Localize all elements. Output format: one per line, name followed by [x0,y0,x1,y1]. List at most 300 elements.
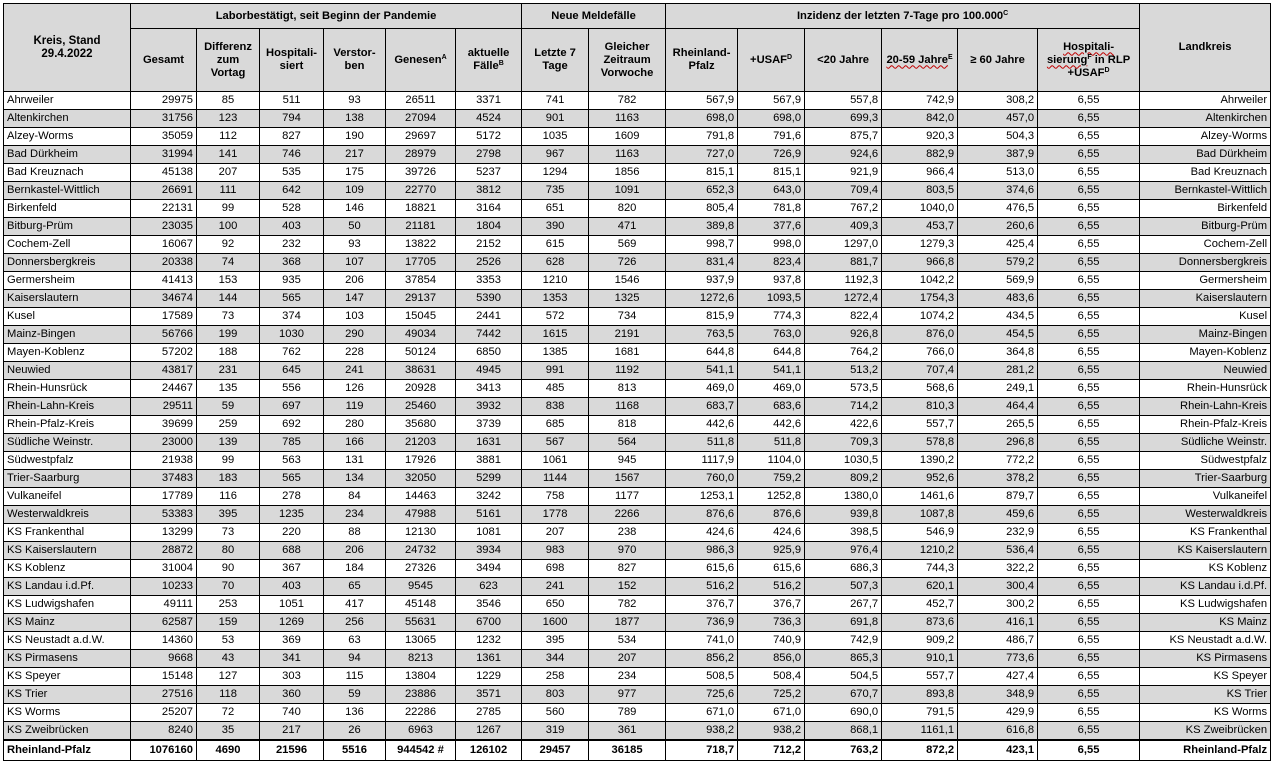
cell-j2059: 453,7 [882,218,958,236]
cell-verstorben: 109 [324,182,386,200]
cell-hosp: 6,55 [1038,92,1140,110]
cell-verstorben: 206 [324,272,386,290]
cell-usaf: 791,6 [738,128,805,146]
cell-letzte7: 567 [522,434,589,452]
cell-verstorben: 217 [324,146,386,164]
cell-usaf: 856,0 [738,650,805,668]
cell-vorwoche: 977 [589,686,666,704]
cell-aktuelle: 3242 [456,488,522,506]
cell-hosp: 6,55 [1038,650,1140,668]
cell-differenz: 135 [197,380,260,398]
cell-landkreis: Vulkaneifel [1140,488,1271,506]
cell-u20: 1380,0 [805,488,882,506]
cell-g60: 569,9 [958,272,1038,290]
table-row [4,632,1271,650]
cell-rlp: 511,8 [666,434,738,452]
cell-hospitalisiert: 688 [260,542,324,560]
cell-landkreis: KS Landau i.d.Pf. [1140,578,1271,596]
cell-vorwoche: 471 [589,218,666,236]
cell-aktuelle: 3739 [456,416,522,434]
cell-u20: 1030,5 [805,452,882,470]
cell-hospitalisiert: 1051 [260,596,324,614]
cell-hosp: 6,55 [1038,398,1140,416]
cell-rlp: 815,9 [666,308,738,326]
cell-aktuelle: 1267 [456,722,522,741]
cell-differenz: 90 [197,560,260,578]
cell-kreis: KS Mainz [4,614,131,632]
cell-rlp: 725,6 [666,686,738,704]
cell-hosp: 6,55 [1038,596,1140,614]
cell-differenz: 74 [197,254,260,272]
cell-u20: 924,6 [805,146,882,164]
cell-differenz: 53 [197,632,260,650]
total-cell-gesamt: 1076160 [131,740,197,761]
cell-kreis: Alzey-Worms [4,128,131,146]
cell-aktuelle: 3164 [456,200,522,218]
total-cell-verstorben: 5516 [324,740,386,761]
cell-genesen: 22286 [386,704,456,722]
cell-u20: 881,7 [805,254,882,272]
cell-landkreis: Rhein-Lahn-Kreis [1140,398,1271,416]
cell-kreis: Donnersbergkreis [4,254,131,272]
cell-differenz: 116 [197,488,260,506]
cell-usaf: 740,9 [738,632,805,650]
cell-vorwoche: 970 [589,542,666,560]
cell-gesamt: 39699 [131,416,197,434]
cell-j2059: 910,1 [882,650,958,668]
header-kreis: Kreis, Stand 29.4.2022 [4,4,131,92]
cell-gesamt: 45138 [131,164,197,182]
cell-aktuelle: 6850 [456,344,522,362]
cell-hospitalisiert: 785 [260,434,324,452]
cell-aktuelle: 1229 [456,668,522,686]
cell-vorwoche: 1091 [589,182,666,200]
cell-kreis: Bad Dürkheim [4,146,131,164]
cell-vorwoche: 207 [589,650,666,668]
table-row [4,488,1271,506]
cell-verstorben: 84 [324,488,386,506]
cell-hospitalisiert: 746 [260,146,324,164]
cell-u20: 865,3 [805,650,882,668]
cell-genesen: 9545 [386,578,456,596]
cell-verstorben: 63 [324,632,386,650]
cell-genesen: 25460 [386,398,456,416]
table-row [4,344,1271,362]
cell-hospitalisiert: 360 [260,686,324,704]
cell-vorwoche: 827 [589,560,666,578]
header-landkreis: Landkreis [1140,4,1271,92]
cell-letzte7: 258 [522,668,589,686]
cell-landkreis: KS Mainz [1140,614,1271,632]
cell-g60: 322,2 [958,560,1038,578]
cell-usaf: 725,2 [738,686,805,704]
cell-hosp: 6,55 [1038,182,1140,200]
total-cell-kreis: Rheinland-Pfalz [4,740,131,761]
cell-genesen: 8213 [386,650,456,668]
table-row [4,578,1271,596]
cell-landkreis: Südliche Weinstr. [1140,434,1271,452]
table-row [4,650,1271,668]
cell-kreis: Germersheim [4,272,131,290]
cell-verstorben: 88 [324,524,386,542]
cell-genesen: 38631 [386,362,456,380]
cell-u20: 822,4 [805,308,882,326]
cell-g60: 296,8 [958,434,1038,452]
cell-vorwoche: 1168 [589,398,666,416]
cell-hospitalisiert: 827 [260,128,324,146]
cell-genesen: 15045 [386,308,456,326]
cell-letzte7: 395 [522,632,589,650]
cell-verstorben: 184 [324,560,386,578]
cell-g60: 265,5 [958,416,1038,434]
cell-j2059: 620,1 [882,578,958,596]
cell-kreis: Westerwaldkreis [4,506,131,524]
cell-rlp: 741,0 [666,632,738,650]
cell-gesamt: 13299 [131,524,197,542]
cell-u20: 709,3 [805,434,882,452]
cell-aktuelle: 5390 [456,290,522,308]
cell-hosp: 6,55 [1038,380,1140,398]
cell-rlp: 1272,6 [666,290,738,308]
cell-g60: 374,6 [958,182,1038,200]
cell-differenz: 72 [197,704,260,722]
cell-landkreis: Neuwied [1140,362,1271,380]
table-row [4,326,1271,344]
cell-letzte7: 1778 [522,506,589,524]
cell-u20: 939,8 [805,506,882,524]
cell-hosp: 6,55 [1038,236,1140,254]
cell-letzte7: 650 [522,596,589,614]
total-cell-g60: 423,1 [958,740,1038,761]
cell-landkreis: Südwestpfalz [1140,452,1271,470]
cell-u20: 714,2 [805,398,882,416]
cell-verstorben: 146 [324,200,386,218]
cell-gesamt: 37483 [131,470,197,488]
cell-usaf: 508,4 [738,668,805,686]
cell-landkreis: Bad Kreuznach [1140,164,1271,182]
cell-differenz: 85 [197,92,260,110]
cell-genesen: 28979 [386,146,456,164]
cell-vorwoche: 1163 [589,110,666,128]
cell-usaf: 615,6 [738,560,805,578]
cell-g60: 429,9 [958,704,1038,722]
total-cell-rlp: 718,7 [666,740,738,761]
cell-landkreis: Germersheim [1140,272,1271,290]
cell-letzte7: 983 [522,542,589,560]
cell-gesamt: 31004 [131,560,197,578]
header-hospitalisierung: Hospitali-sierung$^F$ in RLP $+USAF^D$ [1038,29,1140,92]
table-row [4,218,1271,236]
cell-aktuelle: 1232 [456,632,522,650]
cell-aktuelle: 1631 [456,434,522,452]
cell-g60: 232,9 [958,524,1038,542]
cell-vorwoche: 782 [589,596,666,614]
cell-landkreis: Donnersbergkreis [1140,254,1271,272]
cell-genesen: 29697 [386,128,456,146]
cell-hosp: 6,55 [1038,110,1140,128]
cell-hospitalisiert: 1030 [260,326,324,344]
cell-usaf: 726,9 [738,146,805,164]
cell-differenz: 92 [197,236,260,254]
cell-g60: 459,6 [958,506,1038,524]
cell-differenz: 141 [197,146,260,164]
cell-verstorben: 107 [324,254,386,272]
table-body [4,92,1271,761]
cell-aktuelle: 2441 [456,308,522,326]
total-cell-vorwoche: 36185 [589,740,666,761]
cell-hospitalisiert: 794 [260,110,324,128]
table-row [4,164,1271,182]
cell-genesen: 22770 [386,182,456,200]
cell-aktuelle: 1081 [456,524,522,542]
cell-verstorben: 93 [324,92,386,110]
cell-hosp: 6,55 [1038,668,1140,686]
cell-gesamt: 22131 [131,200,197,218]
cell-vorwoche: 1325 [589,290,666,308]
cell-genesen: 47988 [386,506,456,524]
cell-vorwoche: 734 [589,308,666,326]
cell-kreis: Vulkaneifel [4,488,131,506]
cell-usaf: 442,6 [738,416,805,434]
cell-rlp: 615,6 [666,560,738,578]
cell-u20: 868,1 [805,722,882,741]
cell-verstorben: 175 [324,164,386,182]
cell-g60: 308,2 [958,92,1038,110]
cell-kreis: Kusel [4,308,131,326]
cell-letzte7: 698 [522,560,589,578]
cell-differenz: 43 [197,650,260,668]
cell-landkreis: Kaiserslautern [1140,290,1271,308]
table-row [4,272,1271,290]
cell-j2059: 873,6 [882,614,958,632]
cell-hosp: 6,55 [1038,488,1140,506]
header-differenz: Differenz zum Vortag [197,29,260,92]
cell-letzte7: 901 [522,110,589,128]
cell-rlp: 736,9 [666,614,738,632]
cell-differenz: 118 [197,686,260,704]
cell-letzte7: 1294 [522,164,589,182]
cell-kreis: KS Landau i.d.Pf. [4,578,131,596]
cell-letzte7: 838 [522,398,589,416]
cell-u20: 921,9 [805,164,882,182]
cell-differenz: 188 [197,344,260,362]
cell-g60: 425,4 [958,236,1038,254]
cell-genesen: 32050 [386,470,456,488]
cell-usaf: 698,0 [738,110,805,128]
cell-aktuelle: 3371 [456,92,522,110]
cell-hospitalisiert: 1235 [260,506,324,524]
cell-hospitalisiert: 740 [260,704,324,722]
cell-usaf: 376,7 [738,596,805,614]
cell-aktuelle: 4524 [456,110,522,128]
cell-j2059: 966,8 [882,254,958,272]
cell-genesen: 39726 [386,164,456,182]
cell-differenz: 199 [197,326,260,344]
cell-hospitalisiert: 535 [260,164,324,182]
cell-letzte7: 207 [522,524,589,542]
cell-hospitalisiert: 232 [260,236,324,254]
cell-g60: 348,9 [958,686,1038,704]
cell-genesen: 17705 [386,254,456,272]
cell-hosp: 6,55 [1038,722,1140,741]
cell-u20: 926,8 [805,326,882,344]
cell-letzte7: 319 [522,722,589,741]
total-cell-usaf: 712,2 [738,740,805,761]
cell-vorwoche: 1192 [589,362,666,380]
cell-hosp: 6,55 [1038,326,1140,344]
cell-kreis: KS Neustadt a.d.W. [4,632,131,650]
cell-usaf: 516,2 [738,578,805,596]
cell-gesamt: 56766 [131,326,197,344]
header-ab-60: ≥ 60 Jahre [958,29,1038,92]
cell-hospitalisiert: 528 [260,200,324,218]
cell-landkreis: Mayen-Koblenz [1140,344,1271,362]
total-cell-landkreis: Rheinland-Pfalz [1140,740,1271,761]
cell-rlp: 389,8 [666,218,738,236]
cell-usaf: 998,0 [738,236,805,254]
header-gesamt: Gesamt [131,29,197,92]
cell-hosp: 6,55 [1038,434,1140,452]
cell-j2059: 1390,2 [882,452,958,470]
cell-genesen: 55631 [386,614,456,632]
cell-kreis: Mayen-Koblenz [4,344,131,362]
cell-rlp: 937,9 [666,272,738,290]
cell-g60: 536,4 [958,542,1038,560]
cell-hosp: 6,55 [1038,344,1140,362]
cell-vorwoche: 782 [589,92,666,110]
cell-aktuelle: 6700 [456,614,522,632]
cell-landkreis: KS Frankenthal [1140,524,1271,542]
cell-g60: 300,4 [958,578,1038,596]
cell-aktuelle: 1804 [456,218,522,236]
table-row [4,524,1271,542]
cell-kreis: Cochem-Zell [4,236,131,254]
cell-kreis: KS Worms [4,704,131,722]
cell-hospitalisiert: 403 [260,578,324,596]
cell-verstorben: 138 [324,110,386,128]
cell-kreis: KS Speyer [4,668,131,686]
cell-rlp: 469,0 [666,380,738,398]
cell-gesamt: 35059 [131,128,197,146]
cell-hosp: 6,55 [1038,614,1140,632]
cell-j2059: 744,3 [882,560,958,578]
cell-hospitalisiert: 367 [260,560,324,578]
cell-aktuelle: 623 [456,578,522,596]
cell-usaf: 567,9 [738,92,805,110]
table-row [4,308,1271,326]
cell-gesamt: 29511 [131,398,197,416]
cell-g60: 416,1 [958,614,1038,632]
cell-usaf: 774,3 [738,308,805,326]
cell-letzte7: 1035 [522,128,589,146]
cell-verstorben: 166 [324,434,386,452]
cell-letzte7: 1210 [522,272,589,290]
table-row [4,110,1271,128]
cell-j2059: 1279,3 [882,236,958,254]
cell-j2059: 952,6 [882,470,958,488]
table-row [4,236,1271,254]
header-rheinland-pfalz: Rheinland-Pfalz [666,29,738,92]
cell-u20: 557,8 [805,92,882,110]
table-row [4,416,1271,434]
cell-vorwoche: 564 [589,434,666,452]
cell-aktuelle: 3571 [456,686,522,704]
cell-gesamt: 34674 [131,290,197,308]
cell-landkreis: Westerwaldkreis [1140,506,1271,524]
cell-g60: 457,0 [958,110,1038,128]
cell-letzte7: 615 [522,236,589,254]
cell-landkreis: Trier-Saarburg [1140,470,1271,488]
cell-g60: 773,6 [958,650,1038,668]
cell-gesamt: 24467 [131,380,197,398]
cell-landkreis: Cochem-Zell [1140,236,1271,254]
cell-kreis: Bernkastel-Wittlich [4,182,131,200]
cell-u20: 504,5 [805,668,882,686]
total-cell-letzte7: 29457 [522,740,589,761]
cell-vorwoche: 818 [589,416,666,434]
table-row [4,506,1271,524]
cell-gesamt: 31994 [131,146,197,164]
cell-hosp: 6,55 [1038,128,1140,146]
total-cell-aktuelle: 126102 [456,740,522,761]
header-letzte-7-tage: Letzte 7 Tage [522,29,589,92]
cell-usaf: 671,0 [738,704,805,722]
cell-differenz: 99 [197,452,260,470]
cell-differenz: 123 [197,110,260,128]
cell-rlp: 760,0 [666,470,738,488]
cell-u20: 686,3 [805,560,882,578]
cell-hosp: 6,55 [1038,218,1140,236]
header-vorwoche: Gleicher Zeitraum Vorwoche [589,29,666,92]
cell-aktuelle: 3413 [456,380,522,398]
cell-u20: 691,8 [805,614,882,632]
cell-usaf: 644,8 [738,344,805,362]
cell-u20: 809,2 [805,470,882,488]
cell-differenz: 253 [197,596,260,614]
cell-hosp: 6,55 [1038,452,1140,470]
cell-letzte7: 572 [522,308,589,326]
table-container [3,3,1271,761]
cell-kreis: Ahrweiler [4,92,131,110]
cell-rlp: 998,7 [666,236,738,254]
cell-vorwoche: 1567 [589,470,666,488]
cell-hosp: 6,55 [1038,308,1140,326]
cell-verstorben: 290 [324,326,386,344]
cell-landkreis: Kusel [1140,308,1271,326]
cell-u20: 513,2 [805,362,882,380]
cell-hospitalisiert: 556 [260,380,324,398]
cell-letzte7: 803 [522,686,589,704]
cell-vorwoche: 234 [589,668,666,686]
cell-letzte7: 685 [522,416,589,434]
cell-letzte7: 628 [522,254,589,272]
table-row [4,704,1271,722]
cell-kreis: Bitburg-Prüm [4,218,131,236]
cell-rlp: 442,6 [666,416,738,434]
cell-genesen: 13822 [386,236,456,254]
cell-differenz: 207 [197,164,260,182]
cell-verstorben: 190 [324,128,386,146]
cell-hosp: 6,55 [1038,254,1140,272]
cell-landkreis: KS Ludwigshafen [1140,596,1271,614]
cell-verstorben: 126 [324,380,386,398]
cell-u20: 764,2 [805,344,882,362]
table-row [4,254,1271,272]
cell-vorwoche: 2266 [589,506,666,524]
total-cell-hospitalisiert: 21596 [260,740,324,761]
cell-gesamt: 17589 [131,308,197,326]
cell-landkreis: Bernkastel-Wittlich [1140,182,1271,200]
